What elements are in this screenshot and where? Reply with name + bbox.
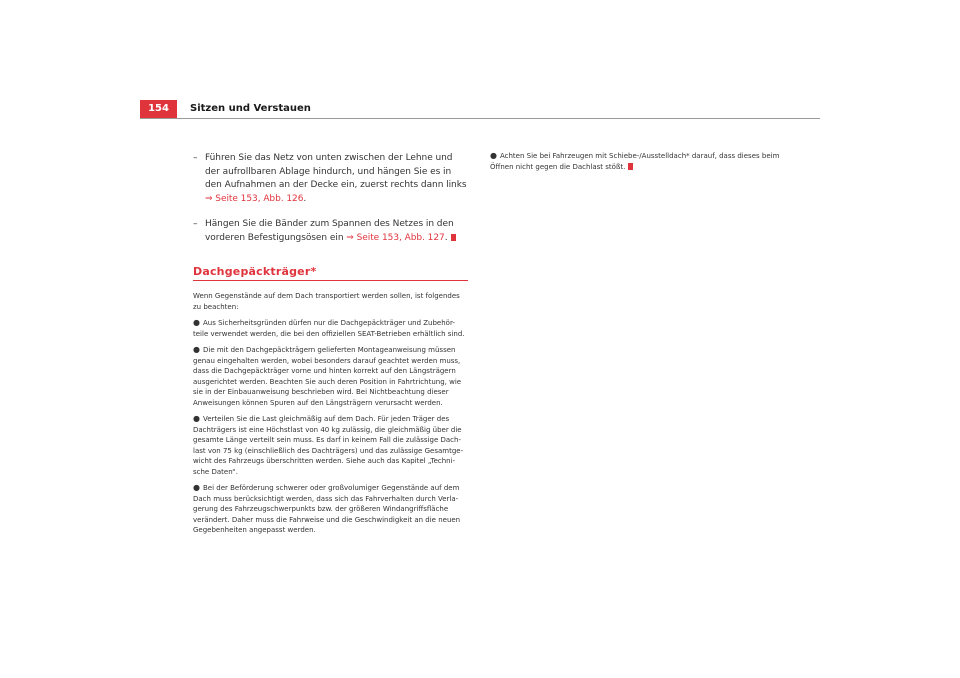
bullet-text: Die mit den Dachgepäckträgern gelieferten Montageanweisung müssen genau eingehalten werden, wobei besonders darauf geachtet werden muss, dass die Dachgepäckträger vorne und hinten korrekt auf den Längsträgern ausgerichtet werden. Beachten Sie auch deren Position in Fahrtrichtung, wie sie in der Einbauanweisung beschrieben wird. Bei Nichtbeachtung dieser Anweisungen können Spuren auf den Längsträgern verursacht werden. bbox=[193, 346, 462, 407]
chapter-title: Sitzen und Verstauen bbox=[190, 103, 311, 114]
list-item bbox=[490, 151, 780, 172]
bullet-text: Aus Sicherheitsgründen dürfen nur die Dachgepäckträger und Zubehör-teile verwendet werden, die bei den offiziellen SEAT-Betrieben erhältlich sind. bbox=[193, 319, 465, 338]
end-of-section-icon bbox=[451, 234, 456, 239]
bullet-icon: ● bbox=[193, 318, 200, 327]
step-dash: – bbox=[193, 219, 198, 229]
bullet-icon: ● bbox=[193, 345, 200, 354]
right-column bbox=[490, 151, 780, 178]
bullet-text: Achten Sie bei Fahrzeugen mit Schiebe-/Ausstelldach* darauf, dass dieses beim Öffnen nicht gegen die Dachlast stößt. bbox=[490, 152, 780, 171]
bullet-text: Verteilen Sie die Last gleichmäßig auf dem Dach. Für jeden Träger des Dachträgers ist eine Höchstlast von 40 kg zulässig, die gleichmäßig über die gesamte Länge verteilt sein muss. Es darf in keinem Fall die zulässige Dach-last von 75 kg (einschließlich des Dachträgers) und das zulässige Gesamtge-wicht des Fahrzeugs überschritten werden. Siehe auch das Kapitel „Techni-sche Daten“. bbox=[193, 415, 464, 476]
step-period: . bbox=[303, 193, 307, 204]
page-reference-link[interactable]: ⇒ Seite 153, Abb. 127 bbox=[346, 232, 445, 243]
step-period: . bbox=[444, 232, 448, 243]
instruction-step bbox=[193, 218, 468, 245]
step-text bbox=[205, 152, 468, 206]
bullet-icon: ● bbox=[193, 483, 200, 492]
page-number: 154 bbox=[140, 100, 177, 118]
list-item bbox=[193, 414, 468, 477]
list-item bbox=[193, 318, 468, 339]
bullet-icon: ● bbox=[490, 151, 497, 160]
bullet-text: Bei der Beförderung schwerer oder großvolumiger Gegenstände auf dem Dach muss berücksichtigt werden, dass sich das Fahrverhalten durch Verla-gerung des Fahrzeugschwerpunkts bzw. der größeren Windangriffsfläche verändert. Daher muss die Fahrweise und die Geschwindigkeit an die neuen Gegebenheiten angepasst werden. bbox=[193, 484, 461, 534]
section-heading: Dachgepäckträger* bbox=[193, 265, 468, 281]
step-body: Hängen Sie die Bänder zum Spannen des Netzes in den vorderen Befestigungsösen ein bbox=[205, 219, 454, 243]
step-text bbox=[205, 218, 468, 245]
page-reference-link[interactable]: ⇒ Seite 153, Abb. 126 bbox=[205, 193, 304, 204]
left-column bbox=[193, 152, 468, 542]
step-dash: – bbox=[193, 153, 198, 163]
list-item bbox=[193, 483, 468, 536]
section-intro: Wenn Gegenstände auf dem Dach transportiert werden sollen, ist folgendes zu beachten: bbox=[193, 292, 460, 311]
instruction-step bbox=[193, 152, 468, 206]
list-item bbox=[193, 345, 468, 408]
bullet-icon: ● bbox=[193, 414, 200, 423]
step-body: Führen Sie das Netz von unten zwischen der Lehne und der aufrollbaren Ablage hindurch, und hängen Sie es in den Aufnahmen an der Decke ein, zuerst rechts dann links bbox=[205, 153, 467, 190]
header-divider bbox=[140, 118, 820, 119]
end-of-section-icon bbox=[628, 163, 633, 168]
